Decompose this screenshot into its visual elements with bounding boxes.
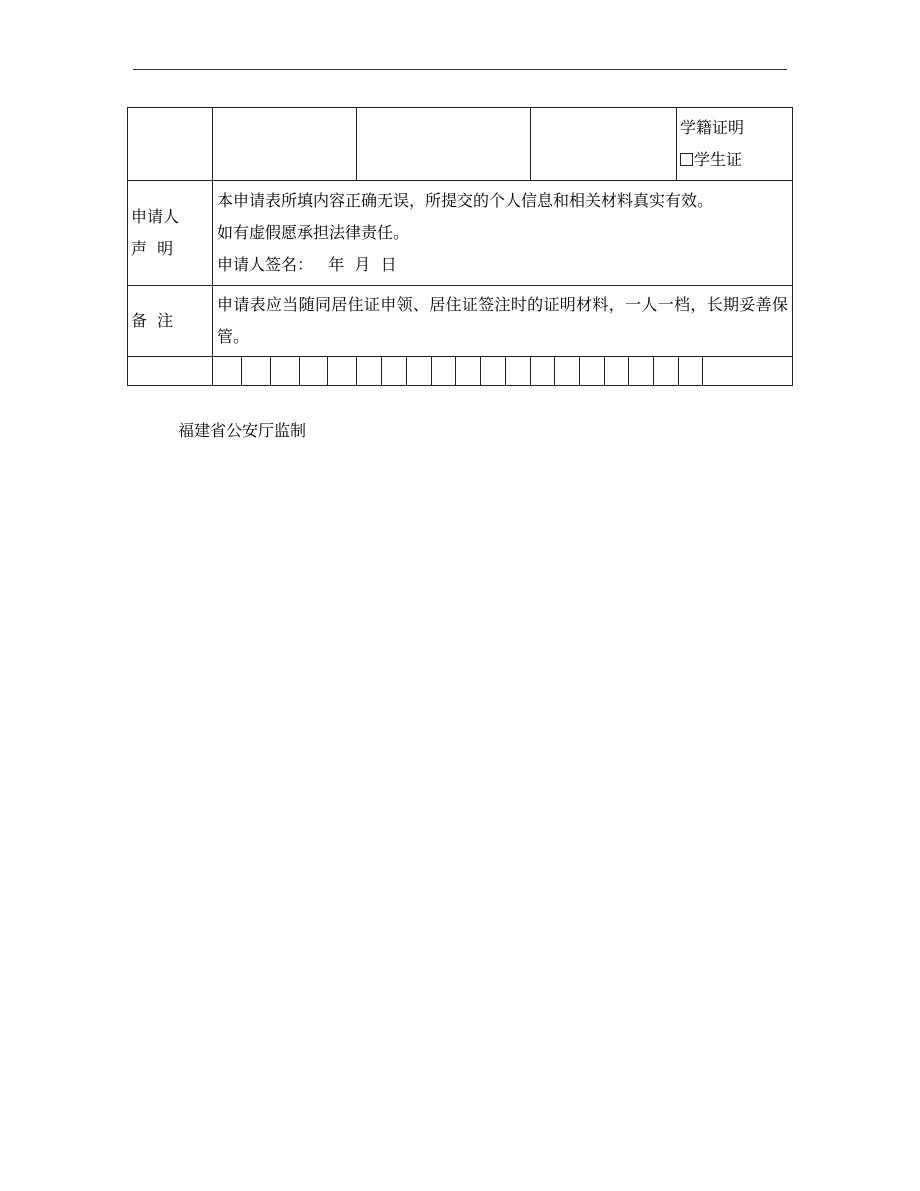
form-row-remarks [128, 286, 793, 357]
character-box[interactable] [555, 357, 580, 385]
status-options-cell [677, 108, 793, 181]
signature-line[interactable]: 申请人签名： 年 月 日 [217, 255, 397, 274]
character-box-strip [213, 357, 792, 385]
remarks-content-cell [213, 286, 793, 357]
character-box[interactable] [679, 357, 703, 385]
blank-field-1[interactable] [213, 108, 357, 181]
character-box[interactable] [481, 357, 506, 385]
blank-field-2[interactable] [357, 108, 531, 181]
remarks-label-cell [128, 286, 213, 357]
character-box[interactable] [605, 357, 629, 385]
character-box[interactable] [456, 357, 481, 385]
application-form-table [127, 107, 793, 386]
character-box[interactable] [300, 357, 328, 385]
form-row-top [128, 108, 793, 181]
student-id-option[interactable] [680, 144, 792, 176]
character-box[interactable] [328, 357, 357, 385]
character-box[interactable] [580, 357, 605, 385]
declaration-label-cell [128, 181, 213, 286]
declaration-content-cell [213, 181, 793, 286]
blank-field-3[interactable] [531, 108, 677, 181]
declaration-text-line2: 如有虚假愿承担法律责任。 [217, 223, 410, 242]
empty-label-cell [128, 108, 213, 181]
checkbox-icon[interactable] [680, 153, 693, 166]
school-status-proof-text: 学籍证明 [680, 118, 745, 137]
character-box[interactable] [629, 357, 654, 385]
header-rule [133, 69, 787, 70]
character-box[interactable] [407, 357, 432, 385]
character-box[interactable] [271, 357, 300, 385]
issuer-note: 福建省公安厅监制 [178, 421, 307, 440]
declaration-label-line1: 申请人 [131, 207, 180, 226]
character-box[interactable] [382, 357, 407, 385]
form-row-declaration [128, 181, 793, 286]
student-id-label: 学生证 [694, 150, 743, 169]
boxes-empty-label-cell [128, 357, 213, 386]
character-box[interactable] [506, 357, 531, 385]
character-box[interactable] [242, 357, 271, 385]
remarks-label: 备 注 [131, 311, 174, 330]
declaration-label-line2: 声 明 [131, 239, 174, 258]
remarks-text: 申请表应当随同居住证申领、居住证签注时的证明材料，一人一档，长期妥善保管。 [217, 295, 788, 346]
declaration-text-line1: 本申请表所填内容正确无误，所提交的个人信息和相关材料真实有效。 [217, 191, 714, 210]
character-box[interactable] [703, 357, 792, 385]
form-row-character-boxes [128, 357, 793, 386]
character-box[interactable] [531, 357, 555, 385]
character-box[interactable] [654, 357, 679, 385]
character-box[interactable] [357, 357, 382, 385]
character-box[interactable] [213, 357, 242, 385]
character-box[interactable] [432, 357, 456, 385]
character-boxes-cell [213, 357, 793, 386]
